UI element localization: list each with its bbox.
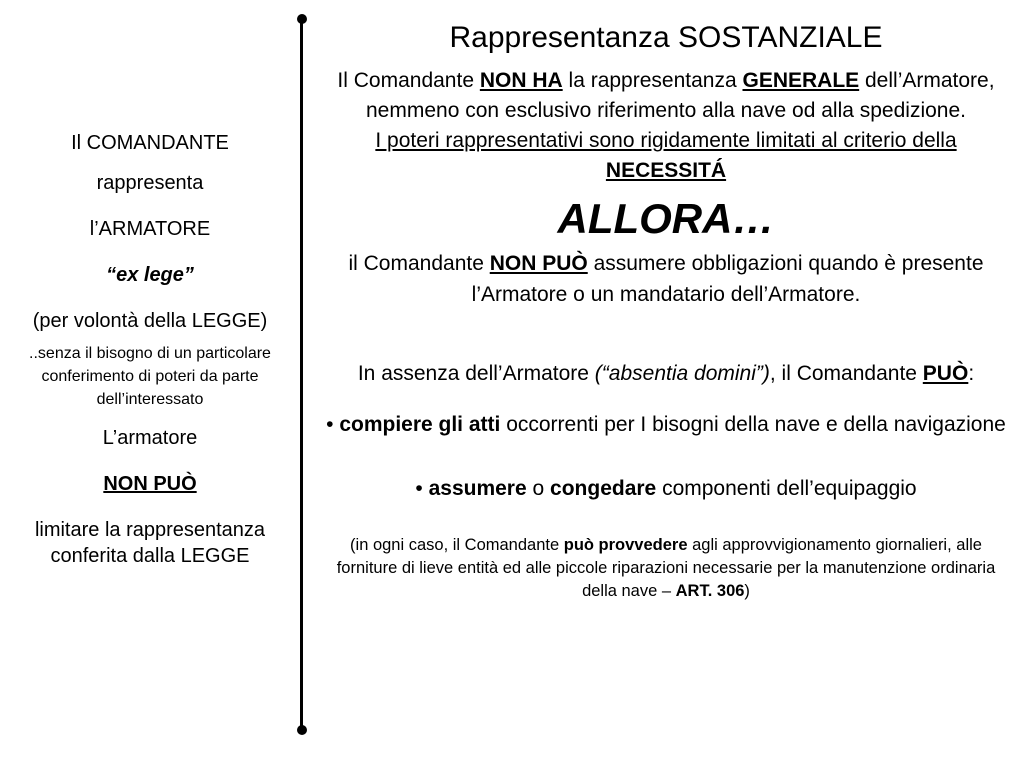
absentia-paragraph	[318, 358, 1014, 389]
puo-provvedere-emphasis: può provvedere	[563, 536, 688, 554]
left-line-l-armatore: L’armatore	[102, 427, 198, 449]
left-line-armatore: l’ARMATORE	[89, 218, 211, 240]
text-fragment: :	[968, 362, 975, 385]
puo-emphasis: PUÒ	[922, 362, 969, 385]
divider-bottom-dot	[297, 725, 307, 735]
bullet-compiere-atti	[318, 409, 1014, 440]
text-fragment: la rappresentanza	[562, 69, 743, 92]
bullet-assumere-congedare	[318, 473, 1014, 504]
left-line-per-volonta: (per volontà della LEGGE)	[32, 310, 268, 332]
vertical-divider	[300, 18, 303, 730]
left-column	[0, 130, 300, 589]
left-line-ex-lege: “ex lege”	[106, 264, 194, 286]
art-306-reference: ART. 306	[675, 582, 745, 600]
assumere-emphasis: assumere	[428, 477, 527, 500]
left-line-comandante: Il COMANDANTE	[71, 132, 229, 154]
text-fragment: )	[744, 582, 750, 600]
text-fragment: componenti dell’equipaggio	[656, 477, 917, 500]
text-fragment: , il Comandante	[769, 362, 923, 385]
non-ha-sentence	[318, 66, 1014, 126]
text-fragment: occorrenti per I bisogni della nave e della navigazione	[500, 413, 1006, 436]
text-fragment: Il Comandante	[337, 69, 480, 92]
left-line-limitare: limitare la rappresentanza conferita dalla LEGGE	[34, 519, 266, 567]
bullet-marker: •	[326, 413, 340, 436]
absentia-domini-italic: (“absentia domini”)	[594, 362, 770, 385]
necessita-emphasis: NECESSITÁ	[605, 159, 727, 182]
left-line-senza-bisogno: ..senza il bisogno di un particolare conferimento di poteri da parte dell’interessato	[29, 345, 271, 408]
necessita-sentence	[318, 126, 1014, 186]
non-puo-paragraph	[318, 248, 1014, 310]
text-fragment: (in ogni caso, il Comandante	[350, 536, 564, 554]
congedare-emphasis: congedare	[550, 477, 657, 500]
text-fragment: dell’Armatore, nemmeno con esclusivo riferimento alla nave od alla spedizione.	[366, 69, 995, 122]
representation-paragraph	[318, 66, 1014, 186]
non-puo-emphasis: NON PUÒ	[489, 252, 588, 275]
right-column	[318, 0, 1014, 603]
text-fragment: In assenza dell’Armatore	[357, 362, 595, 385]
allora-heading: ALLORA…	[557, 195, 775, 242]
divider-top-dot	[297, 14, 307, 24]
art-306-note	[318, 534, 1014, 603]
left-line-rappresenta: rappresenta	[96, 172, 204, 194]
non-ha-emphasis: NON HA	[479, 69, 563, 92]
slide-title: Rappresentanza SOSTANZIALE	[449, 21, 883, 54]
text-fragment: I poteri rappresentativi sono rigidamente limitati al criterio della	[375, 129, 957, 152]
text-fragment: il Comandante	[348, 252, 490, 275]
text-fragment: agli approvvigionamento giornalieri, alle forniture di lieve entità ed alle piccole riparazioni necessarie per la manutenzione ordinaria della nave –	[336, 536, 996, 600]
bullet-marker: •	[415, 477, 429, 500]
left-line-non-puo: NON PUÒ	[103, 473, 197, 495]
text-fragment: assumere obbligazioni quando è presente l’Armatore o un mandatario dell’Armatore.	[471, 252, 984, 306]
compiere-emphasis: compiere gli atti	[339, 413, 501, 436]
text-fragment: o	[526, 477, 551, 500]
generale-emphasis: GENERALE	[742, 69, 860, 92]
